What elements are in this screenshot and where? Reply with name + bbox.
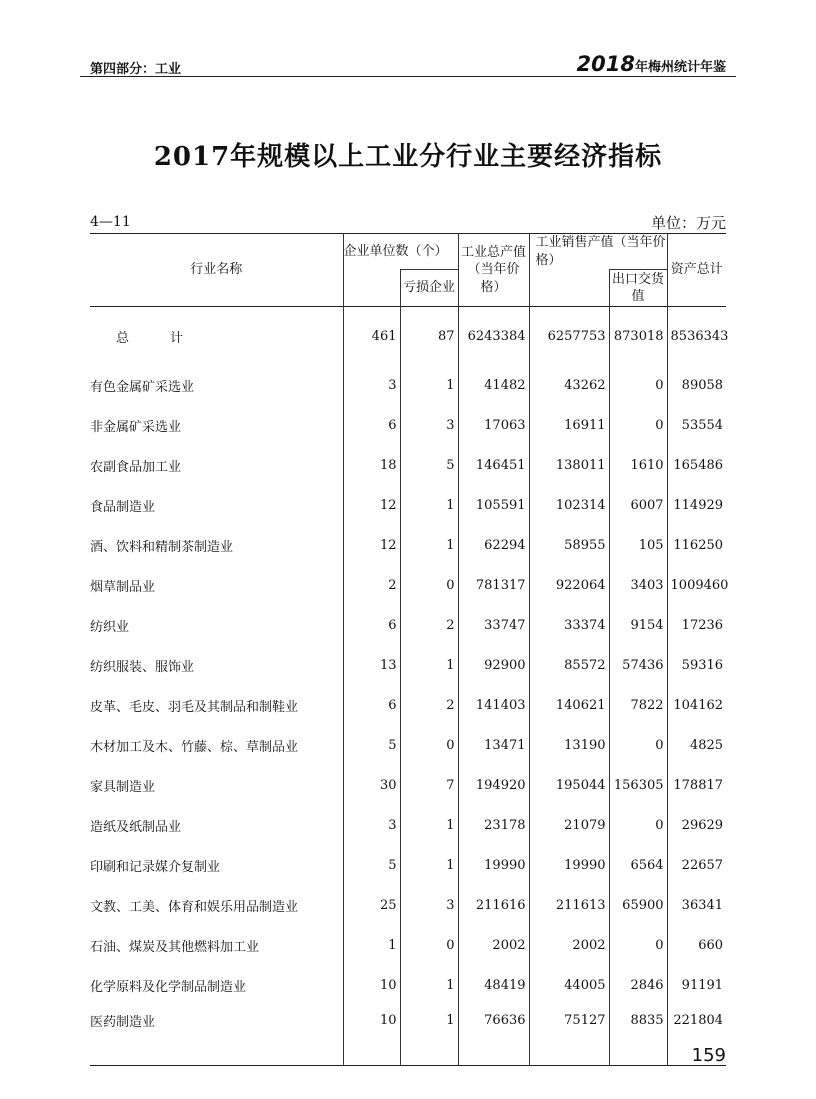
- cell-loss: 87: [400, 307, 458, 366]
- cell-enterprises: 18: [343, 445, 400, 485]
- cell-assets: 59316: [681, 657, 724, 673]
- cell-output: 19990: [458, 845, 529, 885]
- cell-assets: 165486: [673, 457, 724, 473]
- cell-sales: 33374: [529, 605, 609, 645]
- col-header-enterprises: 企业单位数（个）: [343, 234, 458, 270]
- table-row: [90, 565, 726, 605]
- table-row: [90, 1005, 726, 1035]
- cell-assets: 17236: [681, 617, 724, 633]
- cell-industry: 纺织业: [90, 605, 343, 645]
- table-row: [90, 885, 726, 925]
- cell-export: 57436: [609, 645, 667, 685]
- table-row-total: [90, 307, 726, 366]
- cell-enterprises: 13: [343, 645, 400, 685]
- cell-export: 7822: [609, 685, 667, 725]
- cell-loss: 2: [400, 605, 458, 645]
- cell-export: 6007: [609, 485, 667, 525]
- cell-export: 2846: [609, 965, 667, 1005]
- col-header-industry: 行业名称: [90, 234, 343, 307]
- table-row: [90, 925, 726, 965]
- cell-sales: 13190: [529, 725, 609, 765]
- cell-enterprises: 6: [343, 685, 400, 725]
- cell-industry: 食品制造业: [90, 485, 343, 525]
- pad-cell: [458, 1035, 529, 1066]
- cell-loss: 1: [400, 965, 458, 1005]
- cell-export: 105: [609, 525, 667, 565]
- cell-loss: 1: [400, 845, 458, 885]
- col-header-sales: 工业销售产值（当年价格）: [529, 234, 667, 270]
- cell-export: 6564: [609, 845, 667, 885]
- page-title: 2017年规模以上工业分行业主要经济指标: [153, 142, 663, 172]
- cell-assets: 4825: [689, 737, 724, 753]
- industry-table: [90, 233, 729, 1066]
- cell-loss: 0: [400, 725, 458, 765]
- table-row: [90, 605, 726, 645]
- cell-enterprises: 10: [343, 965, 400, 1005]
- cell-export: 0: [609, 805, 667, 845]
- table-row: [90, 725, 726, 765]
- cell-industry: 文教、工美、体育和娱乐用品制造业: [90, 885, 343, 925]
- cell-assets: 221804: [673, 1012, 724, 1028]
- cell-assets: 104162: [673, 697, 724, 713]
- cell-output: 194920: [458, 765, 529, 805]
- col-header-output: 工业总产值（当年价格）: [458, 234, 529, 307]
- table-row: [90, 685, 726, 725]
- cell-sales: 138011: [529, 445, 609, 485]
- pad-cell: [609, 1035, 667, 1066]
- cell-export: 3403: [609, 565, 667, 605]
- table-row: [90, 765, 726, 805]
- cell-output: 105591: [458, 485, 529, 525]
- cell-output: 6243384: [458, 307, 529, 366]
- cell-enterprises: 3: [343, 365, 400, 405]
- table-row: [90, 445, 726, 485]
- cell-export: 0: [609, 405, 667, 445]
- cell-assets: 1009460: [670, 577, 729, 593]
- cell-output: 48419: [458, 965, 529, 1005]
- table-row: [90, 485, 726, 525]
- table-row: [90, 525, 726, 565]
- cell-output: 13471: [458, 725, 529, 765]
- cell-export: 1610: [609, 445, 667, 485]
- cell-assets: 178817: [673, 777, 724, 793]
- cell-industry: 造纸及纸制品业: [90, 805, 343, 845]
- cell-sales: 195044: [529, 765, 609, 805]
- cell-export: 65900: [609, 885, 667, 925]
- cell-output: 211616: [458, 885, 529, 925]
- table-row: [90, 805, 726, 845]
- cell-loss: 1: [400, 525, 458, 565]
- cell-enterprises: 6: [343, 605, 400, 645]
- cell-enterprises: 12: [343, 485, 400, 525]
- cell-assets: 53554: [681, 417, 724, 433]
- table-row: [90, 965, 726, 1005]
- cell-industry: 有色金属矿采选业: [90, 365, 343, 405]
- cell-assets: 22657: [681, 857, 724, 873]
- col-header-export: 出口交货值: [609, 270, 667, 307]
- cell-output: 146451: [458, 445, 529, 485]
- page-number: 159: [691, 1045, 726, 1066]
- cell-enterprises: 12: [343, 525, 400, 565]
- cell-loss: 3: [400, 885, 458, 925]
- cell-industry: 医药制造业: [90, 1005, 343, 1035]
- cell-export: 0: [609, 925, 667, 965]
- cell-sales: 102314: [529, 485, 609, 525]
- book-title: [577, 52, 726, 76]
- cell-enterprises: 10: [343, 1005, 400, 1035]
- cell-loss: 3: [400, 405, 458, 445]
- cell-industry: 烟草制品业: [90, 565, 343, 605]
- table-row: [90, 365, 726, 405]
- book-name: 年梅州统计年鉴: [634, 60, 726, 75]
- cell-export: 873018: [609, 307, 667, 366]
- cell-sales: 922064: [529, 565, 609, 605]
- cell-sales: 43262: [529, 365, 609, 405]
- cell-loss: 0: [400, 925, 458, 965]
- cell-industry: 印刷和记录媒介复制业: [90, 845, 343, 885]
- cell-output: 2002: [458, 925, 529, 965]
- cell-industry: 木材加工及木、竹藤、棕、草制品业: [90, 725, 343, 765]
- pad-cell: [343, 1035, 400, 1066]
- col-header-assets: 资产总计: [670, 262, 723, 278]
- cell-enterprises: 25: [343, 885, 400, 925]
- cell-loss: 0: [400, 565, 458, 605]
- cell-enterprises: 6: [343, 405, 400, 445]
- cell-industry: 非金属矿采选业: [90, 405, 343, 445]
- cell-sales: 16911: [529, 405, 609, 445]
- cell-industry: 酒、饮料和精制茶制造业: [90, 525, 343, 565]
- cell-export: 8835: [609, 1005, 667, 1035]
- cell-assets: 8536343: [670, 328, 729, 344]
- cell-assets: 660: [698, 937, 724, 953]
- pad-cell: [400, 1035, 458, 1066]
- cell-loss: 1: [400, 805, 458, 845]
- cell-output: 76636: [458, 1005, 529, 1035]
- cell-enterprises: 461: [343, 307, 400, 366]
- table-bottom-padding: [90, 1035, 726, 1066]
- cell-output: 17063: [458, 405, 529, 445]
- cell-enterprises: 2: [343, 565, 400, 605]
- cell-industry: 石油、煤炭及其他燃料加工业: [90, 925, 343, 965]
- cell-sales: 21079: [529, 805, 609, 845]
- table-row: [90, 645, 726, 685]
- cell-sales: 211613: [529, 885, 609, 925]
- cell-enterprises: 3: [343, 805, 400, 845]
- cell-industry: 纺织服装、服饰业: [90, 645, 343, 685]
- cell-industry: 家具制造业: [90, 765, 343, 805]
- col-header-loss: 亏损企业: [400, 270, 458, 307]
- cell-assets: 89058: [681, 377, 724, 393]
- cell-enterprises: 30: [343, 765, 400, 805]
- pad-cell: [90, 1035, 343, 1066]
- cell-assets: 36341: [681, 897, 724, 913]
- table-row: [90, 405, 726, 445]
- cell-export: 156305: [609, 765, 667, 805]
- col-header-sales-spacer: [529, 270, 609, 307]
- cell-enterprises: 5: [343, 845, 400, 885]
- cell-industry: 化学原料及化学制品制造业: [90, 965, 343, 1005]
- cell-sales: 2002: [529, 925, 609, 965]
- table-number: 4—11: [90, 214, 131, 230]
- cell-sales: 19990: [529, 845, 609, 885]
- cell-export: 0: [609, 725, 667, 765]
- cell-output: 781317: [458, 565, 529, 605]
- cell-loss: 1: [400, 485, 458, 525]
- cell-enterprises: 1: [343, 925, 400, 965]
- cell-sales: 140621: [529, 685, 609, 725]
- pad-cell: [529, 1035, 609, 1066]
- cell-assets: 91191: [681, 977, 724, 993]
- cell-loss: 1: [400, 365, 458, 405]
- cell-output: 23178: [458, 805, 529, 845]
- cell-assets: 116250: [673, 537, 724, 553]
- cell-output: 33747: [458, 605, 529, 645]
- unit-label: 单位：万元: [650, 214, 726, 232]
- cell-enterprises: 5: [343, 725, 400, 765]
- cell-sales: 6257753: [529, 307, 609, 366]
- cell-industry: 农副食品加工业: [90, 445, 343, 485]
- cell-industry: 总 计: [90, 307, 343, 366]
- section-label: 第四部分：工业: [90, 62, 182, 77]
- cell-sales: 44005: [529, 965, 609, 1005]
- cell-output: 92900: [458, 645, 529, 685]
- cell-output: 141403: [458, 685, 529, 725]
- cell-sales: 75127: [529, 1005, 609, 1035]
- header-rule: [80, 76, 736, 77]
- cell-loss: 2: [400, 685, 458, 725]
- cell-industry: 皮革、毛皮、羽毛及其制品和制鞋业: [90, 685, 343, 725]
- col-header-enterprises-spacer: [343, 270, 400, 307]
- cell-loss: 1: [400, 1005, 458, 1035]
- cell-output: 62294: [458, 525, 529, 565]
- cell-loss: 5: [400, 445, 458, 485]
- cell-assets: 29629: [681, 817, 724, 833]
- cell-output: 41482: [458, 365, 529, 405]
- table-row: [90, 845, 726, 885]
- cell-export: 0: [609, 365, 667, 405]
- cell-export: 9154: [609, 605, 667, 645]
- cell-loss: 7: [400, 765, 458, 805]
- cell-sales: 58955: [529, 525, 609, 565]
- cell-loss: 1: [400, 645, 458, 685]
- cell-assets: 114929: [673, 497, 724, 513]
- cell-sales: 85572: [529, 645, 609, 685]
- book-year: 2018: [576, 52, 635, 76]
